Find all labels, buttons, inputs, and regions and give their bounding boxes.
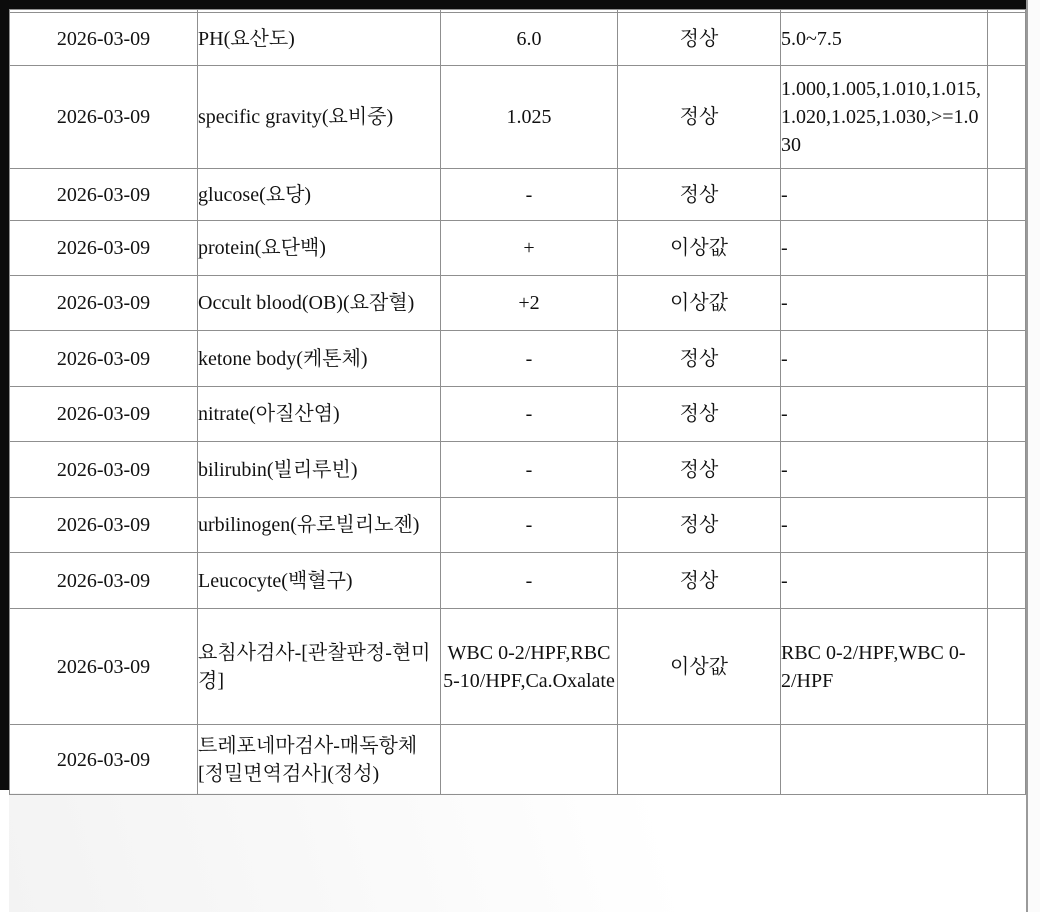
cell-result: - [441, 331, 618, 387]
table-row [10, 498, 1026, 553]
cell-date: 2026-03-09 [10, 221, 198, 276]
cell-date: 2026-03-09 [10, 169, 198, 221]
cell-blank [988, 13, 1026, 66]
cell-status: 정상 [618, 387, 781, 442]
scan-left-edge [0, 0, 9, 790]
cell-status [618, 725, 781, 795]
page-right-edge-line [1026, 0, 1028, 912]
table-row [10, 442, 1026, 498]
cell-status: 정상 [618, 498, 781, 553]
cell-blank [988, 442, 1026, 498]
cell-blank [988, 553, 1026, 609]
table-row [10, 276, 1026, 331]
cell-test-name: bilirubin(빌리루빈) [198, 442, 441, 498]
cell-test-name: 트레포네마검사-매독항체[정밀면역검사](정성) [198, 725, 441, 795]
cell-blank [988, 66, 1026, 169]
table-row [10, 387, 1026, 442]
cell-blank [988, 725, 1026, 795]
table-row [10, 331, 1026, 387]
cell-date: 2026-03-09 [10, 553, 198, 609]
table-row [10, 169, 1026, 221]
cell-test-name: Leucocyte(백혈구) [198, 553, 441, 609]
cell-status: 이상값 [618, 609, 781, 725]
cell-blank [988, 609, 1026, 725]
cell-date: 2026-03-09 [10, 13, 198, 66]
cell-reference: - [781, 387, 988, 442]
cell-status: 정상 [618, 66, 781, 169]
cell-result: - [441, 169, 618, 221]
cell-result: - [441, 442, 618, 498]
scan-top-edge [0, 0, 1031, 9]
cell-date: 2026-03-09 [10, 609, 198, 725]
cell-reference: - [781, 442, 988, 498]
cell-date: 2026-03-09 [10, 331, 198, 387]
cell-status: 정상 [618, 553, 781, 609]
cell-result: WBC 0-2/HPF,RBC 5-10/HPF,Ca.Oxalate [441, 609, 618, 725]
cell-reference: 5.0~7.5 [781, 13, 988, 66]
cell-date: 2026-03-09 [10, 387, 198, 442]
cell-status: 정상 [618, 13, 781, 66]
table-row [10, 221, 1026, 276]
cell-test-name: ketone body(케톤체) [198, 331, 441, 387]
table-row [10, 609, 1026, 725]
page-shade [9, 793, 1026, 912]
cell-status: 정상 [618, 442, 781, 498]
cell-test-name: specific gravity(요비중) [198, 66, 441, 169]
cell-date: 2026-03-09 [10, 276, 198, 331]
table-row [10, 725, 1026, 795]
cell-test-name: Occult blood(OB)(요잠혈) [198, 276, 441, 331]
cell-reference: - [781, 498, 988, 553]
cell-test-name: PH(요산도) [198, 13, 441, 66]
cell-reference: - [781, 169, 988, 221]
cell-reference: - [781, 331, 988, 387]
cell-date: 2026-03-09 [10, 66, 198, 169]
table-row [10, 66, 1026, 169]
cell-blank [988, 387, 1026, 442]
cell-test-name: urbilinogen(유로빌리노젠) [198, 498, 441, 553]
cell-reference: 1.000,1.005,1.010,1.015,1.020,1.025,1.030,>=1.030 [781, 66, 988, 169]
cell-result: +2 [441, 276, 618, 331]
cell-result: - [441, 498, 618, 553]
cell-result: 1.025 [441, 66, 618, 169]
cell-result: - [441, 387, 618, 442]
cell-result [441, 725, 618, 795]
cell-test-name: protein(요단백) [198, 221, 441, 276]
cell-reference: - [781, 276, 988, 331]
cell-status: 이상값 [618, 221, 781, 276]
cell-test-name: 요침사검사-[관찰판정-현미경] [198, 609, 441, 725]
cell-date: 2026-03-09 [10, 725, 198, 795]
cell-blank [988, 331, 1026, 387]
cell-reference: - [781, 221, 988, 276]
cell-blank [988, 276, 1026, 331]
table-row [10, 13, 1026, 66]
cell-result: - [441, 553, 618, 609]
cell-blank [988, 221, 1026, 276]
cell-test-name: nitrate(아질산염) [198, 387, 441, 442]
table-row [10, 553, 1026, 609]
cell-blank [988, 498, 1026, 553]
cell-date: 2026-03-09 [10, 498, 198, 553]
cell-blank [988, 169, 1026, 221]
cell-date: 2026-03-09 [10, 442, 198, 498]
cell-reference: - [781, 553, 988, 609]
cell-status: 정상 [618, 169, 781, 221]
cell-reference [781, 725, 988, 795]
cell-status: 정상 [618, 331, 781, 387]
cell-status: 이상값 [618, 276, 781, 331]
page-right-margin [1028, 0, 1040, 912]
cell-reference: RBC 0-2/HPF,WBC 0-2/HPF [781, 609, 988, 725]
cell-result: + [441, 221, 618, 276]
lab-results-table [9, 9, 1026, 795]
cell-test-name: glucose(요당) [198, 169, 441, 221]
cell-result: 6.0 [441, 13, 618, 66]
